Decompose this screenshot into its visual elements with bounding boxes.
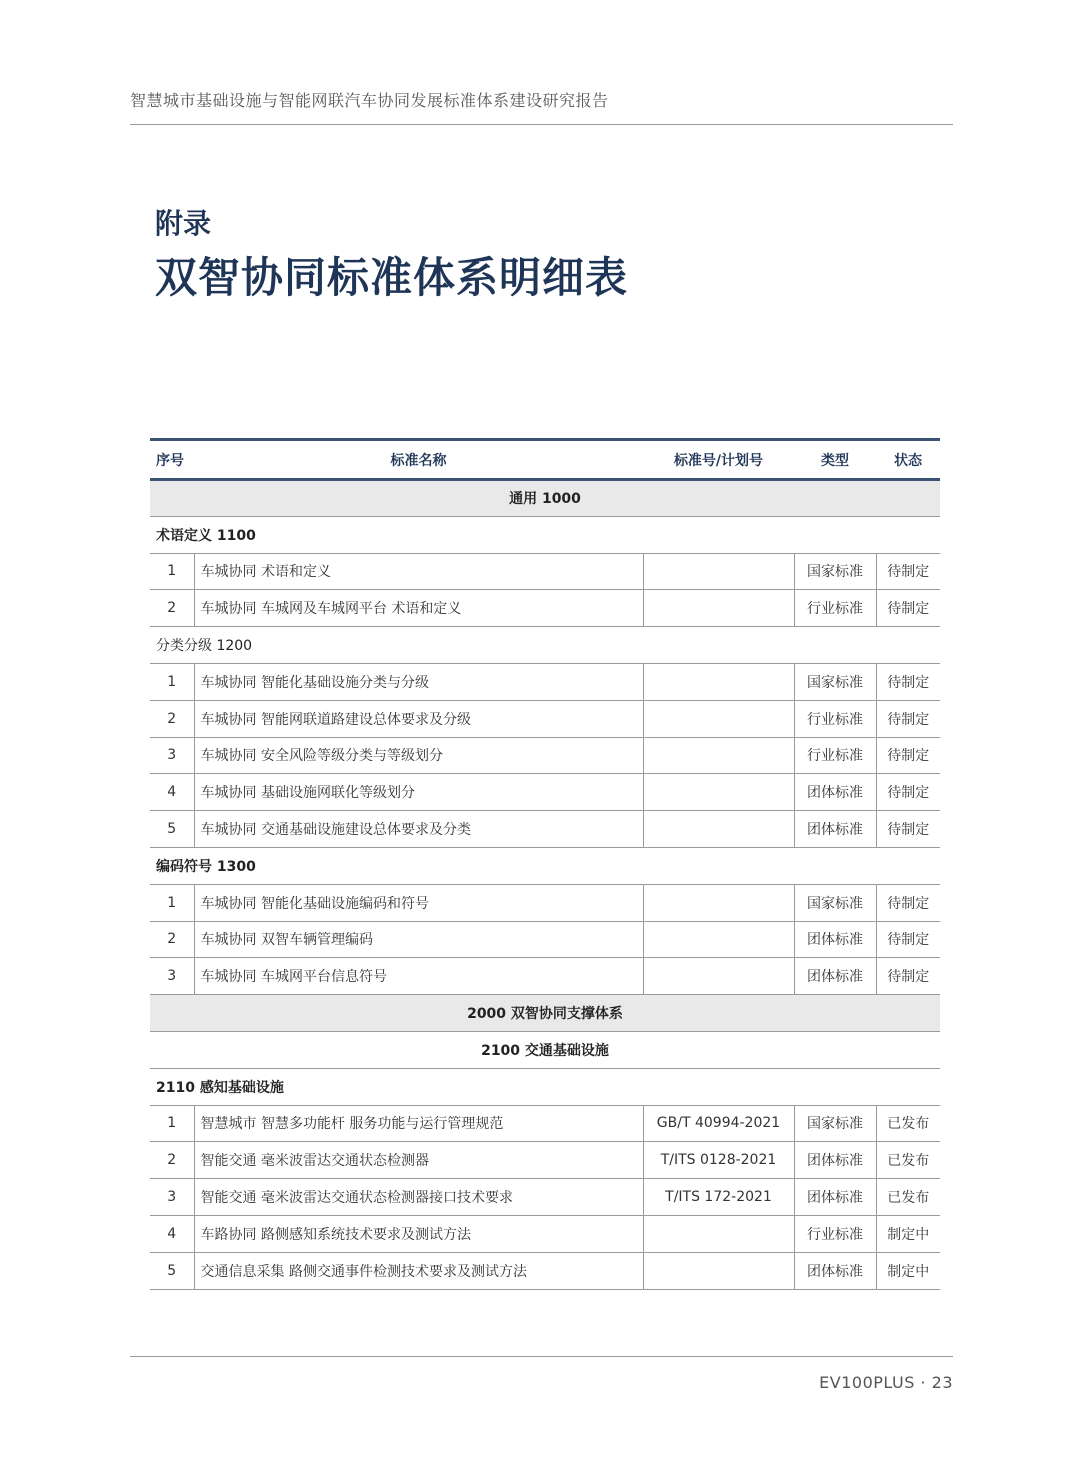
page-footer: EV100PLUS · 23 — [819, 1373, 953, 1392]
seq-cell: 5 — [150, 1252, 194, 1289]
running-header: 智慧城市基础设施与智能网联汽车协同发展标准体系建设研究报告 — [130, 91, 609, 110]
section-label: 编码符号 1300 — [150, 847, 940, 884]
standard-code-cell: GB/T 40994-2021 — [643, 1105, 794, 1142]
standard-type-cell: 团体标准 — [794, 1252, 876, 1289]
standard-type-cell: 行业标准 — [794, 700, 876, 737]
table-row — [150, 700, 940, 737]
standard-code-cell: T/ITS 172-2021 — [643, 1179, 794, 1216]
standard-code-cell — [643, 921, 794, 958]
table-row — [150, 884, 940, 921]
column-header-name: 标准名称 — [194, 440, 643, 480]
standard-status-cell: 待制定 — [876, 737, 940, 774]
seq-cell: 1 — [150, 663, 194, 700]
standard-name-cell: 车路协同 路侧感知系统技术要求及测试方法 — [194, 1215, 643, 1252]
table-body — [150, 480, 940, 1290]
standards-table-container — [150, 438, 940, 1290]
header-divider — [130, 124, 953, 125]
standard-code-cell — [643, 737, 794, 774]
standard-status-cell: 已发布 — [876, 1105, 940, 1142]
column-header-code: 标准号/计划号 — [643, 440, 794, 480]
standard-name-cell: 车城协同 术语和定义 — [194, 553, 643, 590]
table-header-row — [150, 440, 940, 480]
standard-name-cell: 车城协同 智能化基础设施编码和符号 — [194, 884, 643, 921]
table-row — [150, 1252, 940, 1289]
standard-code-cell: T/ITS 0128-2021 — [643, 1142, 794, 1179]
page-title: 双智协同标准体系明细表 — [155, 253, 629, 302]
table-row — [150, 1142, 940, 1179]
standard-type-cell: 行业标准 — [794, 1215, 876, 1252]
standard-type-cell: 团体标准 — [794, 1179, 876, 1216]
standard-type-cell: 国家标准 — [794, 884, 876, 921]
standard-status-cell: 已发布 — [876, 1179, 940, 1216]
standard-type-cell: 团体标准 — [794, 958, 876, 995]
seq-cell: 3 — [150, 1179, 194, 1216]
table-row — [150, 811, 940, 848]
standard-name-cell: 车城协同 双智车辆管理编码 — [194, 921, 643, 958]
standard-type-cell: 行业标准 — [794, 590, 876, 627]
seq-cell: 3 — [150, 737, 194, 774]
category-band-row — [150, 480, 940, 517]
standard-type-cell: 团体标准 — [794, 921, 876, 958]
standard-name-cell: 车城协同 安全风险等级分类与等级划分 — [194, 737, 643, 774]
section-row — [150, 516, 940, 553]
standard-code-cell — [643, 700, 794, 737]
seq-cell: 2 — [150, 700, 194, 737]
standard-type-cell: 团体标准 — [794, 1142, 876, 1179]
standard-code-cell — [643, 590, 794, 627]
seq-cell: 4 — [150, 774, 194, 811]
standard-type-cell: 团体标准 — [794, 811, 876, 848]
standard-name-cell: 车城协同 智能化基础设施分类与分级 — [194, 663, 643, 700]
table-row — [150, 737, 940, 774]
standard-status-cell: 待制定 — [876, 663, 940, 700]
table-row — [150, 663, 940, 700]
table-row — [150, 774, 940, 811]
table-row — [150, 921, 940, 958]
section-label: 术语定义 1100 — [150, 516, 940, 553]
standard-name-cell: 车城协同 车城网及车城网平台 术语和定义 — [194, 590, 643, 627]
standard-type-cell: 国家标准 — [794, 1105, 876, 1142]
standard-status-cell: 制定中 — [876, 1215, 940, 1252]
category-band-label: 2000 双智协同支撑体系 — [150, 995, 940, 1032]
standard-status-cell: 待制定 — [876, 774, 940, 811]
standard-code-cell — [643, 553, 794, 590]
appendix-label: 附录 — [155, 207, 212, 240]
category-band-row — [150, 995, 940, 1032]
standard-status-cell: 待制定 — [876, 884, 940, 921]
category-band-label: 2100 交通基础设施 — [150, 1031, 940, 1068]
standard-name-cell: 智能交通 毫米波雷达交通状态检测器接口技术要求 — [194, 1179, 643, 1216]
standard-name-cell: 智慧城市 智慧多功能杆 服务功能与运行管理规范 — [194, 1105, 643, 1142]
standards-table — [150, 438, 940, 1290]
standard-code-cell — [643, 884, 794, 921]
section-row — [150, 1068, 940, 1105]
table-row — [150, 1179, 940, 1216]
standard-code-cell — [643, 1252, 794, 1289]
table-row — [150, 958, 940, 995]
standard-name-cell: 交通信息采集 路侧交通事件检测技术要求及测试方法 — [194, 1252, 643, 1289]
standard-type-cell: 国家标准 — [794, 663, 876, 700]
standard-code-cell — [643, 1215, 794, 1252]
standard-code-cell — [643, 663, 794, 700]
table-row — [150, 1215, 940, 1252]
category-band-label: 通用 1000 — [150, 480, 940, 517]
section-row — [150, 847, 940, 884]
standard-type-cell: 国家标准 — [794, 553, 876, 590]
standard-code-cell — [643, 958, 794, 995]
table-row — [150, 553, 940, 590]
column-header-status: 状态 — [876, 440, 940, 480]
table-row — [150, 590, 940, 627]
standard-name-cell: 车城协同 基础设施网联化等级划分 — [194, 774, 643, 811]
seq-cell: 3 — [150, 958, 194, 995]
standard-status-cell: 待制定 — [876, 590, 940, 627]
section-label: 分类分级 1200 — [150, 627, 940, 664]
column-header-type: 类型 — [794, 440, 876, 480]
seq-cell: 1 — [150, 553, 194, 590]
category-band-row — [150, 1031, 940, 1068]
seq-cell: 1 — [150, 1105, 194, 1142]
seq-cell: 2 — [150, 1142, 194, 1179]
standard-status-cell: 待制定 — [876, 553, 940, 590]
standard-type-cell: 行业标准 — [794, 737, 876, 774]
column-header-seq: 序号 — [150, 440, 194, 480]
seq-cell: 2 — [150, 921, 194, 958]
standard-name-cell: 车城协同 交通基础设施建设总体要求及分类 — [194, 811, 643, 848]
standard-name-cell: 车城协同 车城网平台信息符号 — [194, 958, 643, 995]
standard-status-cell: 待制定 — [876, 958, 940, 995]
standard-name-cell: 车城协同 智能网联道路建设总体要求及分级 — [194, 700, 643, 737]
standard-type-cell: 团体标准 — [794, 774, 876, 811]
standard-status-cell: 已发布 — [876, 1142, 940, 1179]
standard-code-cell — [643, 774, 794, 811]
standard-status-cell: 待制定 — [876, 811, 940, 848]
standard-name-cell: 智能交通 毫米波雷达交通状态检测器 — [194, 1142, 643, 1179]
section-row — [150, 627, 940, 664]
seq-cell: 5 — [150, 811, 194, 848]
standard-status-cell: 待制定 — [876, 700, 940, 737]
seq-cell: 1 — [150, 884, 194, 921]
footer-divider — [130, 1356, 953, 1357]
standard-code-cell — [643, 811, 794, 848]
standard-status-cell: 制定中 — [876, 1252, 940, 1289]
table-row — [150, 1105, 940, 1142]
standard-status-cell: 待制定 — [876, 921, 940, 958]
seq-cell: 4 — [150, 1215, 194, 1252]
seq-cell: 2 — [150, 590, 194, 627]
section-label: 2110 感知基础设施 — [150, 1068, 940, 1105]
